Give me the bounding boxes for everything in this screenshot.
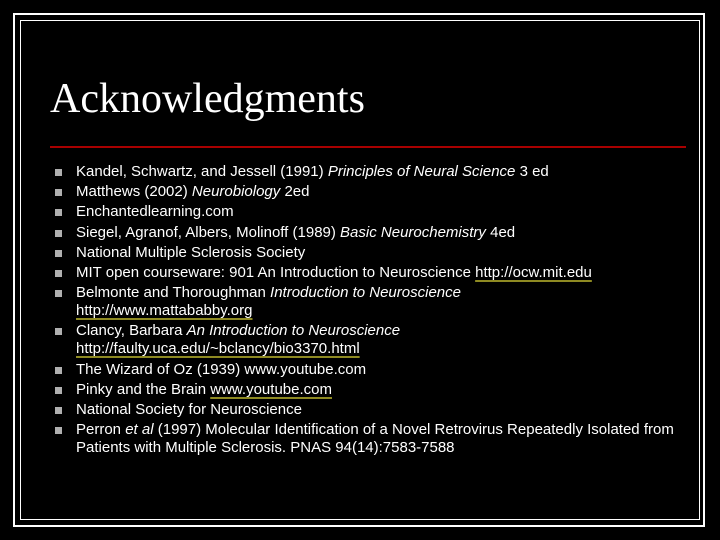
reference-item: National Multiple Sclerosis Society: [50, 244, 690, 262]
square-bullet-icon: [55, 387, 62, 394]
reference-item: The Wizard of Oz (1939) www.youtube.com: [50, 361, 690, 379]
reference-item: Belmonte and Thoroughman Introduction to Neuroscience http://www.mattababby.org: [50, 284, 690, 320]
reference-item: Perron et al (1997) Molecular Identification of a Novel Retrovirus Repeatedly Isolated from Patients with Multiple Sclerosis. PNAS 94(14):7583-7588: [50, 421, 690, 457]
square-bullet-icon: [55, 230, 62, 237]
square-bullet-icon: [55, 189, 62, 196]
reference-item: Kandel, Schwartz, and Jessell (1991) Principles of Neural Science 3 ed: [50, 163, 690, 181]
reference-item: MIT open courseware: 901 An Introduction to Neuroscience http://ocw.mit.edu: [50, 264, 690, 282]
square-bullet-icon: [55, 367, 62, 374]
square-bullet-icon: [55, 250, 62, 257]
square-bullet-icon: [55, 328, 62, 335]
square-bullet-icon: [55, 270, 62, 277]
reference-item: Matthews (2002) Neurobiology 2ed: [50, 183, 690, 201]
uca-bio-link[interactable]: http://faulty.uca.edu/~bclancy/bio3370.html: [76, 340, 360, 358]
reference-item: Siegel, Agranof, Albers, Molinoff (1989) Basic Neurochemistry 4ed: [50, 224, 690, 242]
reference-item: Pinky and the Brain www.youtube.com: [50, 381, 690, 399]
reference-item: Enchantedlearning.com: [50, 203, 690, 221]
square-bullet-icon: [55, 209, 62, 216]
slide-title: Acknowledgments: [50, 76, 365, 122]
youtube-link[interactable]: www.youtube.com: [210, 380, 332, 398]
square-bullet-icon: [55, 427, 62, 434]
title-divider: [50, 146, 686, 148]
reference-list: [50, 163, 690, 459]
square-bullet-icon: [55, 290, 62, 297]
square-bullet-icon: [55, 169, 62, 176]
reference-item: Clancy, Barbara An Introduction to Neuroscience http://faulty.uca.edu/~bclancy/bio3370.html: [50, 322, 690, 358]
reference-item: National Society for Neuroscience: [50, 401, 690, 419]
mit-ocw-link[interactable]: http://ocw.mit.edu: [475, 263, 592, 281]
square-bullet-icon: [55, 407, 62, 414]
mattababby-link[interactable]: http://www.mattababby.org: [76, 302, 253, 320]
